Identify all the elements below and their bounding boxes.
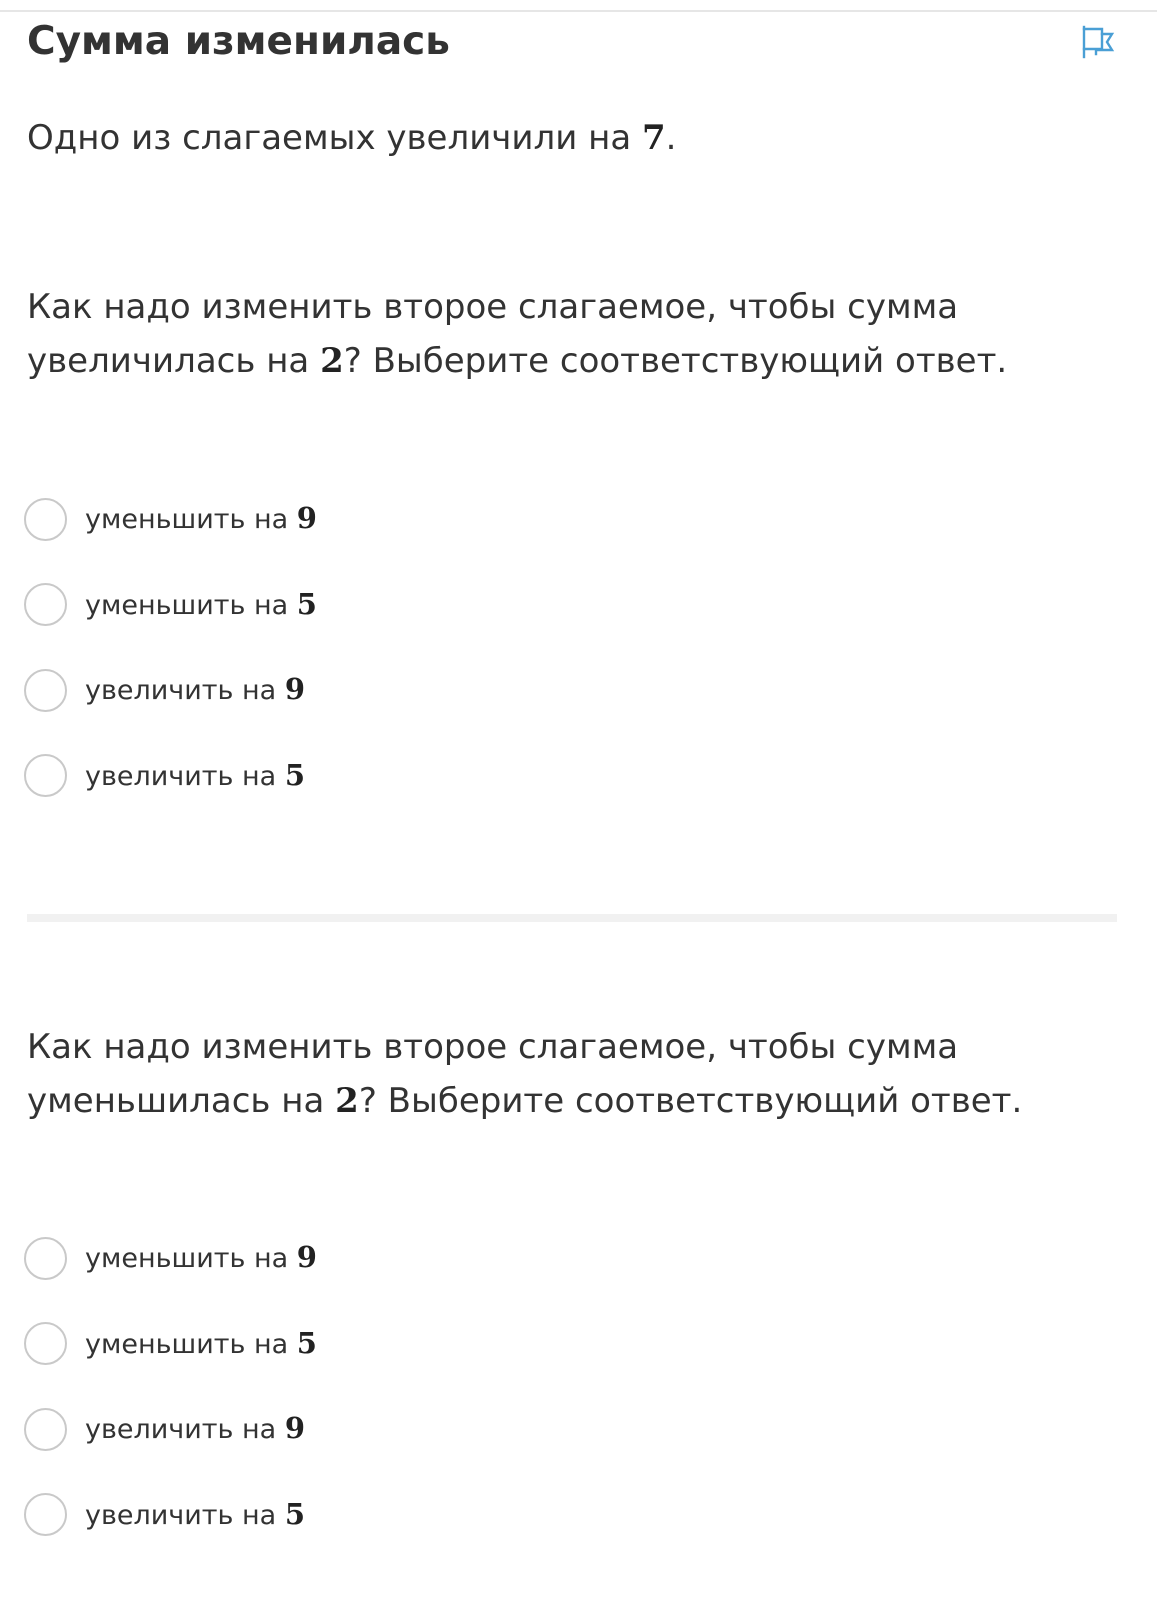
option-number: 9 <box>296 1240 317 1274</box>
answer-option[interactable] <box>24 1407 624 1451</box>
option-number: 5 <box>296 1325 317 1360</box>
report-flag-button[interactable] <box>1078 22 1118 62</box>
option-number: 5 <box>284 757 305 792</box>
intro-text: Одно из слагаемых увеличили на <box>27 118 642 158</box>
option-number: 9 <box>284 672 305 706</box>
question-2-number: 2 <box>335 1081 359 1121</box>
answer-option-label <box>85 753 305 799</box>
question-2 <box>27 1020 1137 1128</box>
answer-option[interactable] <box>24 1493 624 1537</box>
answer-option-label <box>85 1235 317 1281</box>
option-text: уменьшить на <box>85 1328 297 1360</box>
answer-options-2 <box>24 1236 624 1578</box>
radio-button[interactable] <box>24 754 67 797</box>
answer-option-label <box>85 667 305 713</box>
option-text: уменьшить на <box>85 504 297 535</box>
question-1-number: 2 <box>320 341 344 381</box>
answer-option-label <box>85 1492 305 1538</box>
option-number: 5 <box>296 586 317 621</box>
option-number: 9 <box>296 501 317 535</box>
option-text: увеличить на <box>85 1499 285 1531</box>
option-number: 9 <box>284 1411 305 1445</box>
answer-option[interactable] <box>24 754 624 798</box>
radio-button[interactable] <box>24 1237 67 1280</box>
option-text: увеличить на <box>85 675 285 706</box>
answer-options-1 <box>24 497 624 839</box>
question-1 <box>27 280 1137 388</box>
question-1-line1: Как надо изменить второе слагаемое, чтобы сумма <box>27 287 959 327</box>
answer-option[interactable] <box>24 497 624 541</box>
answer-option-label <box>85 1406 305 1452</box>
radio-button[interactable] <box>24 1322 67 1365</box>
answer-option-label <box>85 1321 317 1367</box>
radio-button[interactable] <box>24 669 67 712</box>
flag-icon <box>1078 22 1118 62</box>
question-2-line2-end: ? Выберите соответствующий ответ. <box>358 1081 1023 1121</box>
question-2-line1: Как надо изменить второе слагаемое, чтобы сумма <box>27 1027 959 1067</box>
answer-option[interactable] <box>24 1322 624 1366</box>
intro-punct: . <box>665 118 677 158</box>
radio-button[interactable] <box>24 1493 67 1536</box>
answer-option[interactable] <box>24 668 624 712</box>
page-title: Сумма изменилась <box>27 19 450 64</box>
option-text: уменьшить на <box>85 589 297 621</box>
answer-option-label <box>85 496 317 542</box>
question-1-line2-end: ? Выберите соответствующий ответ. <box>343 341 1008 381</box>
question-1-line2-start: увеличилась на <box>27 341 321 381</box>
answer-option-label <box>85 582 317 628</box>
section-divider <box>27 914 1117 922</box>
radio-button[interactable] <box>24 1408 67 1451</box>
radio-button[interactable] <box>24 498 67 541</box>
answer-option[interactable] <box>24 1236 624 1280</box>
intro-number: 7 <box>642 118 666 158</box>
question-2-line2-start: уменьшилась на <box>27 1081 336 1121</box>
radio-button[interactable] <box>24 583 67 626</box>
option-text: увеличить на <box>85 1414 285 1445</box>
option-text: увеличить на <box>85 760 285 792</box>
option-text: уменьшить на <box>85 1243 297 1274</box>
answer-option[interactable] <box>24 583 624 627</box>
top-divider <box>0 10 1157 12</box>
task-intro <box>27 110 676 166</box>
option-number: 5 <box>284 1496 305 1531</box>
